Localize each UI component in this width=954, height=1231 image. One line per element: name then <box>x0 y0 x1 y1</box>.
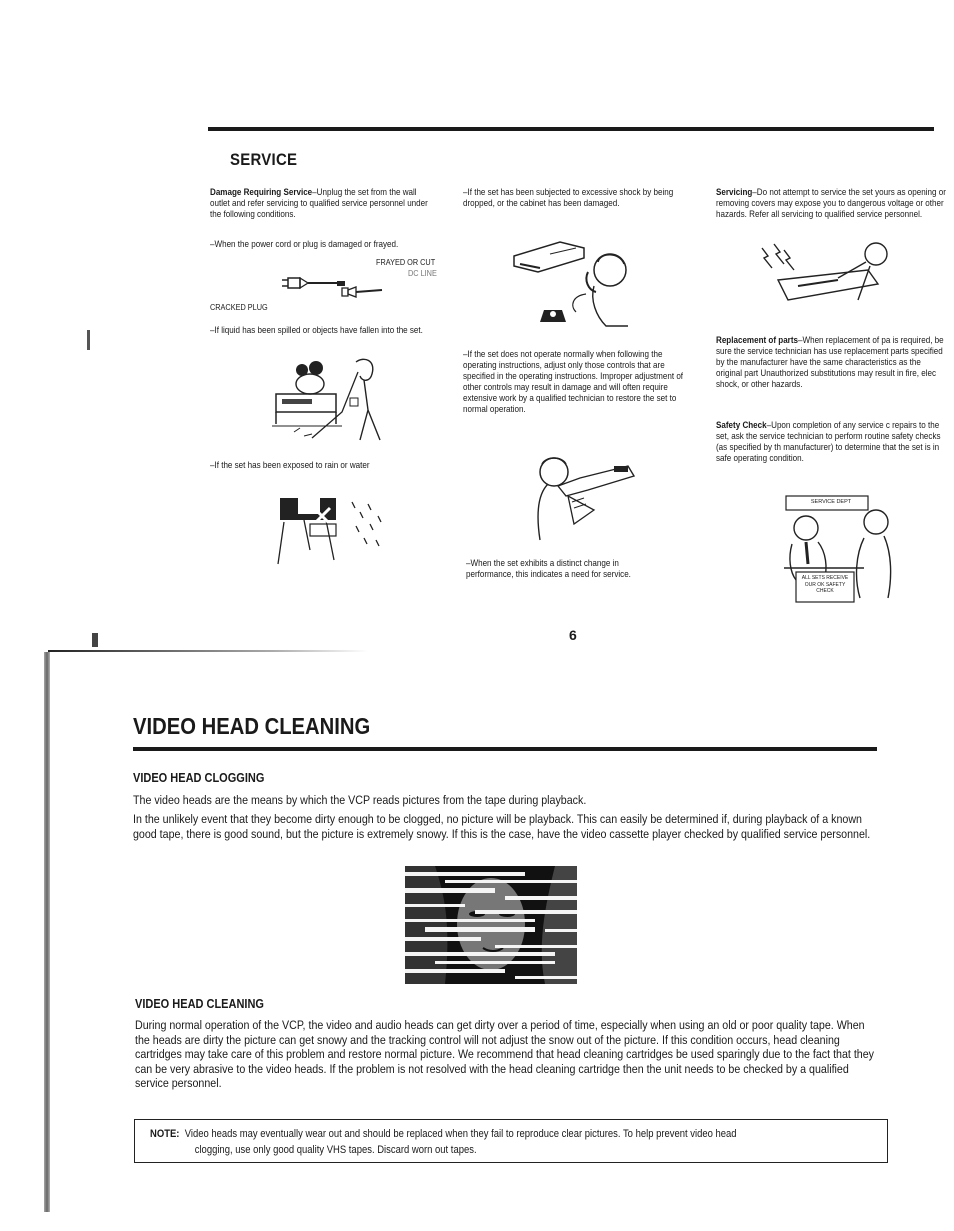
service-title: SERVICE <box>230 150 298 169</box>
clogging-heading: VIDEO HEAD CLOGGING <box>133 771 265 785</box>
snowy-picture-image <box>405 866 577 984</box>
spill-illustration <box>272 352 392 444</box>
scan-artifact-left <box>87 330 90 350</box>
cleaning-heading: VIDEO HEAD CLEANING <box>135 997 264 1011</box>
dc-line-label: DC LINE <box>408 268 437 278</box>
frayed-label: FRAYED OR CUT <box>376 257 436 267</box>
safety-text: –Upon completion of any service c repairs to the set, ask the service technician to perform routine safety checks (as specified by th manufacturer) to determine that the set is in safe operating condition. <box>716 419 941 463</box>
rain-illustration <box>274 490 386 566</box>
damage-paragraph <box>210 186 438 219</box>
note-label: NOTE: <box>150 1128 180 1140</box>
replacement-text: –When replacement of pa is required, be sure the service technician has use replacement parts specified by the manufacturer have the same characteristics as the original part Unauthorized substitutions may result in fire, elec shock, or other hazards. <box>716 334 944 389</box>
shock-text: –If the set has been subjected to excessive shock by being dropped, or the cabinet has been damaged. <box>463 186 674 208</box>
clogging-paragraph-1: The video heads are the means by which the VCP reads pictures from the tape during playback. <box>133 793 587 807</box>
scan-artifact-binding <box>44 652 50 1212</box>
safety-heading: Safety Check <box>716 419 767 430</box>
safety-paragraph <box>716 419 948 463</box>
top-rule <box>208 127 934 131</box>
note-line-2: clogging, use only good quality VHS tapes. Discard worn out tapes. <box>194 1144 477 1156</box>
phone-illustration <box>510 236 630 328</box>
shock-hazard-illustration <box>758 240 898 312</box>
service-dept-sign: SERVICE DEPT <box>810 499 852 505</box>
liquid-text: –If liquid has been spilled or objects have fallen into the set. <box>210 324 423 335</box>
servicing-paragraph <box>716 186 948 219</box>
damage-text: –Unplug the set from the wall outlet and refer servicing to qualified service personnel under the following conditions. <box>210 186 428 219</box>
replacement-heading: Replacement of parts <box>716 334 798 345</box>
damage-heading: Damage Requiring Service <box>210 186 313 197</box>
title-rule <box>133 747 877 751</box>
scan-artifact-mark <box>92 633 98 647</box>
change-text: –When the set exhibits a distinct change in performance, this indicates a need for service. <box>466 557 631 579</box>
clogging-paragraph-2: In the unlikely event that they become dirty enough to be clogged, no picture will be playback. This can easily be determined if, during playback of a known good tape, there is good sound, but the picture is extremely snowy. If this is the case, have the video cassette player checked by qualified service personnel. <box>133 812 871 841</box>
note-text <box>150 1126 855 1158</box>
replacement-paragraph <box>716 334 948 389</box>
servicing-text: –Do not attempt to service the set yours as opening or removing covers may expose you to dangerous voltage or other hazards. Refer all servicing to qualified service personnel. <box>716 186 946 219</box>
note-line-1: Video heads may eventually wear out and should be replaced when they fail to reproduce clear pictures. To help prevent video head <box>184 1128 737 1140</box>
technician-illustration <box>518 450 638 542</box>
plug-illustration <box>282 270 392 300</box>
video-head-cleaning-title: VIDEO HEAD CLEANING <box>133 713 371 739</box>
cleaning-paragraph: During normal operation of the VCP, the video and audio heads can get dirty over a period of time, especially when using an old or poor quality tape. When the heads are dirty the picture can get snowy and the tracking control will not adjust the snow out of the picture. If this condition occurs, head cleaning cartridges may take care of this problem and restore normal picture. We recommend that head cleaning cartridges be used sparingly due to the fact that they can be very abrasive to the video heads. If the problem is not resolved with the head cleaning cartridge then the unit needs to be checked by a qualified service personnel. <box>135 1018 874 1090</box>
safety-card: ALL SETS RECEIVE OUR OK SAFETY CHECK <box>801 575 849 594</box>
rain-text: –If the set has been exposed to rain or water <box>210 459 370 470</box>
power-cord-text: –When the power cord or plug is damaged or frayed. <box>210 238 399 249</box>
not-operate-text: –If the set does not operate normally when following the operating instructions, adjust only those controls that are specified in the operating instructions. Improper adjustment of other controls may result in damage and will often require extensive work by a qualified technician to restore the set to normal operation. <box>463 348 684 414</box>
servicing-heading: Servicing <box>716 186 753 197</box>
page-number: 6 <box>569 627 577 643</box>
cracked-plug-label: CRACKED PLUG <box>210 302 268 312</box>
page-fold-line <box>48 650 368 652</box>
